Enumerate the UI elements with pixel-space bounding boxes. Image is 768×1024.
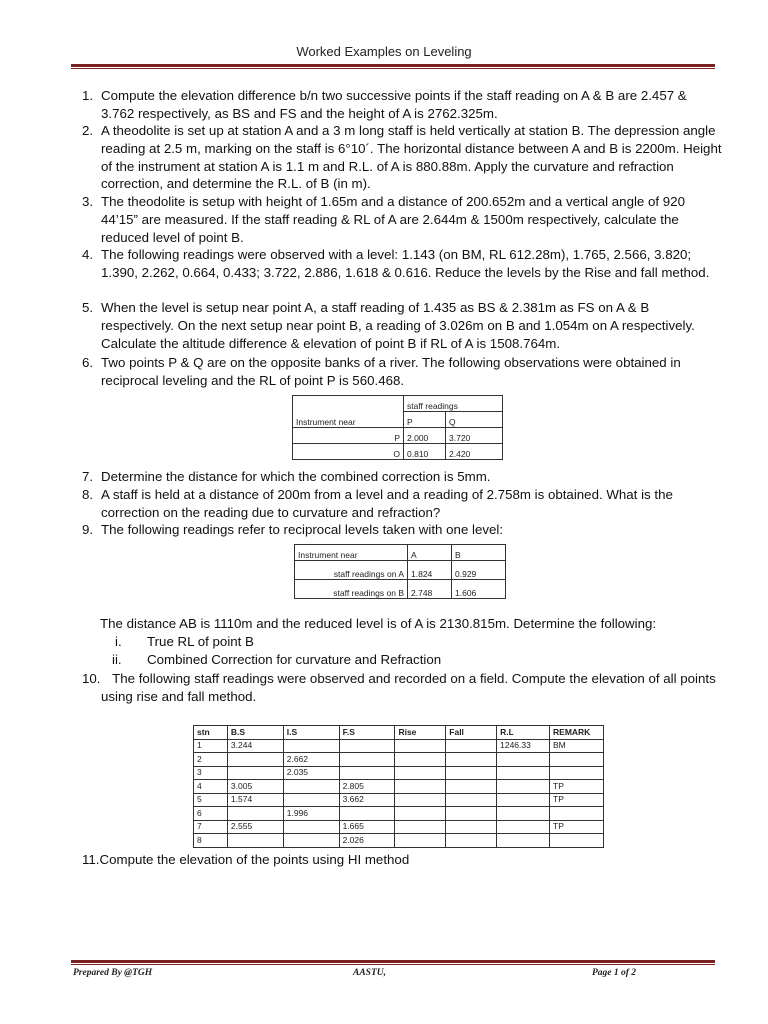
table-cell xyxy=(446,780,497,794)
question-8 xyxy=(82,486,722,522)
roman-numeral: i. xyxy=(115,634,122,649)
table-header-cell: I.S xyxy=(283,726,339,740)
table-cell: BM xyxy=(550,739,604,753)
table-cell xyxy=(497,820,550,834)
table-cell xyxy=(395,834,446,848)
table-row xyxy=(293,396,503,412)
table-row xyxy=(293,412,503,428)
table-cell: 2.026 xyxy=(339,834,395,848)
table-cell: 3.720 xyxy=(446,428,503,444)
followup-item-1-text: True RL of point B xyxy=(147,634,254,649)
table-cell: Q xyxy=(446,412,503,428)
page-header-title: Worked Examples on Leveling xyxy=(296,44,472,59)
table-header-row xyxy=(194,726,604,740)
table-cell xyxy=(550,807,604,821)
table-cell xyxy=(497,834,550,848)
table-cell xyxy=(227,753,283,767)
table-cell: 8 xyxy=(194,834,228,848)
question-text: A staff is held at a distance of 200m from a level and a reading of 2.758m is obtained. What is the correction on the reading due to curvature and refraction? xyxy=(101,487,673,520)
question-text: The following readings were observed with a level: 1.143 (on BM, RL 612.28m), 1.765, 2.566, 3.820; 1.390, 2.262, 0.664, 0.433; 3.722, 2.886, 1.618 & 0.616. Reduce the levels by the Rise and fall method. xyxy=(101,247,710,280)
table-cell xyxy=(283,739,339,753)
footer-institution: AASTU, xyxy=(353,968,386,978)
table-header-cell: Fall xyxy=(446,726,497,740)
roman-numeral: ii. xyxy=(112,652,122,667)
table-cell xyxy=(550,834,604,848)
table-cell: 1.996 xyxy=(283,807,339,821)
table-row xyxy=(194,807,604,821)
table-header-cell: F.S xyxy=(339,726,395,740)
question-text: The following readings refer to reciprocal levels taken with one level: xyxy=(101,522,504,537)
table-cell xyxy=(227,766,283,780)
question-number: 6. xyxy=(82,355,94,370)
table-cell: 3.662 xyxy=(339,793,395,807)
reciprocal-table-ab xyxy=(294,544,506,599)
table-row xyxy=(295,545,506,561)
question-10 xyxy=(82,670,722,706)
question-6 xyxy=(82,354,722,390)
question-5 xyxy=(82,299,722,352)
table-cell: 1.665 xyxy=(339,820,395,834)
table-cell: TP xyxy=(550,793,604,807)
table-row xyxy=(194,834,604,848)
table-cell: staff readings on B xyxy=(295,580,408,599)
table-cell xyxy=(339,766,395,780)
table-cell xyxy=(446,834,497,848)
table-cell: 2.035 xyxy=(283,766,339,780)
question-2 xyxy=(82,122,722,193)
question-text: A theodolite is set up at station A and a 3 m long staff is held vertically at station B. The depression angle reading at 2.5 m, marking on the staff is 6°10´. The horizontal distance between A and B is 2200m. Height of the instrument at station A is 1.1 m and R.L. of A is 880.88m. Apply the curvature and refraction correction, and determine the R.L. of B (in m). xyxy=(101,123,722,192)
table-cell: A xyxy=(408,545,452,561)
table-cell xyxy=(497,793,550,807)
footer-rule-thick xyxy=(71,960,715,963)
table-cell: 3.005 xyxy=(227,780,283,794)
table-cell xyxy=(446,766,497,780)
table-cell xyxy=(339,739,395,753)
table-cell xyxy=(497,753,550,767)
table-header-cell: REMARK xyxy=(550,726,604,740)
table-cell xyxy=(395,820,446,834)
table-cell xyxy=(550,753,604,767)
table-cell xyxy=(395,780,446,794)
table-cell: P xyxy=(404,412,446,428)
table-header-cell: Rise xyxy=(395,726,446,740)
question-number: 10. xyxy=(82,671,101,686)
rise-fall-table xyxy=(193,725,604,848)
table-row xyxy=(293,444,503,460)
table-cell xyxy=(497,766,550,780)
question-number: 7. xyxy=(82,469,94,484)
table-row xyxy=(194,780,604,794)
table-cell: 1246.33 xyxy=(497,739,550,753)
followup-item-2 xyxy=(112,652,122,667)
table-cell xyxy=(293,396,404,412)
table-cell: 2.748 xyxy=(408,580,452,599)
table-cell: P xyxy=(293,428,404,444)
table-row xyxy=(194,820,604,834)
table-cell: 2.420 xyxy=(446,444,503,460)
question-9 xyxy=(82,521,722,539)
question-text: The theodolite is setup with height of 1.65m and a distance of 200.652m and a vertical angle of 920 44’15” are measured. If the staff reading & RL of A are 2.644m & 1500m respectively, calculate the reduced level of point B. xyxy=(101,194,685,245)
table-cell: O xyxy=(293,444,404,460)
table-row xyxy=(295,580,506,599)
question-number: 8. xyxy=(82,487,94,502)
question-number: 9. xyxy=(82,522,94,537)
table-cell xyxy=(227,807,283,821)
table-cell xyxy=(446,793,497,807)
table-cell: Instrument near xyxy=(295,545,408,561)
table-cell: 1.824 xyxy=(408,561,452,580)
table-cell xyxy=(283,793,339,807)
table-header-cell: B.S xyxy=(227,726,283,740)
table-row xyxy=(194,753,604,767)
table-cell: 1.606 xyxy=(452,580,506,599)
table-cell xyxy=(446,739,497,753)
table-cell xyxy=(395,766,446,780)
question-text: Two points P & Q are on the opposite banks of a river. The following observations were obtained in reciprocal leveling and the RL of point P is 560.468. xyxy=(101,355,681,388)
footer-rule-thin xyxy=(71,964,715,965)
table-cell xyxy=(283,820,339,834)
question-4 xyxy=(82,246,722,282)
table-cell: 5 xyxy=(194,793,228,807)
table-row xyxy=(194,793,604,807)
reciprocal-table-pq xyxy=(292,395,503,460)
table-row xyxy=(295,561,506,580)
table-cell xyxy=(395,793,446,807)
table-cell: Instrument near xyxy=(293,412,404,428)
table-row xyxy=(194,739,604,753)
question-text: Compute the elevation of the points using HI method xyxy=(99,852,410,867)
question-3 xyxy=(82,193,722,246)
header-rule-thin xyxy=(71,68,715,69)
table-cell xyxy=(446,820,497,834)
table-cell xyxy=(227,834,283,848)
table-cell: 3.244 xyxy=(227,739,283,753)
question-number: 5. xyxy=(82,300,94,315)
table-cell: 2 xyxy=(194,753,228,767)
footer-prepared-by: Prepared By @TGH xyxy=(73,968,153,978)
table-cell xyxy=(550,766,604,780)
table-cell: 2.805 xyxy=(339,780,395,794)
table-cell: 2.662 xyxy=(283,753,339,767)
table-cell: 0.810 xyxy=(404,444,446,460)
footer-page-number: Page 1 of 2 xyxy=(592,968,637,978)
header-rule-thick xyxy=(71,64,715,67)
table-cell: 1 xyxy=(194,739,228,753)
question-1 xyxy=(82,87,722,123)
table-cell: 3 xyxy=(194,766,228,780)
table-row xyxy=(293,428,503,444)
table-cell xyxy=(339,753,395,767)
table-cell: 0.929 xyxy=(452,561,506,580)
table-cell: 2.555 xyxy=(227,820,283,834)
table-header-cell: stn xyxy=(194,726,228,740)
question-number: 1. xyxy=(82,88,94,103)
table-cell: TP xyxy=(550,780,604,794)
table-cell xyxy=(395,807,446,821)
rise-fall-table-body xyxy=(194,726,604,848)
question-9-followup: The distance AB is 1110m and the reduced level is of A is 2130.815m. Determine the following: xyxy=(100,616,657,631)
table-cell xyxy=(446,753,497,767)
table-cell: staff readings xyxy=(404,396,503,412)
question-text: Determine the distance for which the combined correction is 5mm. xyxy=(101,469,491,484)
table-row xyxy=(194,766,604,780)
question-number: 11. xyxy=(82,852,100,867)
table-cell: TP xyxy=(550,820,604,834)
table-cell xyxy=(497,780,550,794)
question-text: The following staff readings were observed and recorded on a field. Compute the elevation of all points using rise and fall method. xyxy=(101,671,720,704)
table-cell xyxy=(446,807,497,821)
question-number: 3. xyxy=(82,194,94,209)
question-text: When the level is setup near point A, a staff reading of 1.435 as BS & 2.381m as FS on A & B respectively. On the next setup near point B, a reading of 3.026m on B and 1.054m on A respectively. Calculate the altitude difference & elevation of point B if RL of A is 1508.764m. xyxy=(101,300,695,351)
table-cell: 7 xyxy=(194,820,228,834)
table-cell xyxy=(395,739,446,753)
table-cell: 4 xyxy=(194,780,228,794)
table-cell xyxy=(283,780,339,794)
table-cell: 1.574 xyxy=(227,793,283,807)
table-cell: B xyxy=(452,545,506,561)
table-cell: staff readings on A xyxy=(295,561,408,580)
question-number: 2. xyxy=(82,123,94,138)
table-cell: 2.000 xyxy=(404,428,446,444)
table-header-cell: R.L xyxy=(497,726,550,740)
followup-item-2-text: Combined Correction for curvature and Refraction xyxy=(147,652,442,667)
table-cell xyxy=(283,834,339,848)
table-cell: 6 xyxy=(194,807,228,821)
question-text: Compute the elevation difference b/n two successive points if the staff reading on A & B are 2.457 & 3.762 respectively, as BS and FS and the height of A is 2762.325m. xyxy=(101,88,687,121)
question-11 xyxy=(82,852,409,867)
table-cell xyxy=(395,753,446,767)
question-7 xyxy=(82,468,722,486)
followup-item-1 xyxy=(115,634,122,649)
question-number: 4. xyxy=(82,247,94,262)
table-cell xyxy=(339,807,395,821)
table-cell xyxy=(497,807,550,821)
